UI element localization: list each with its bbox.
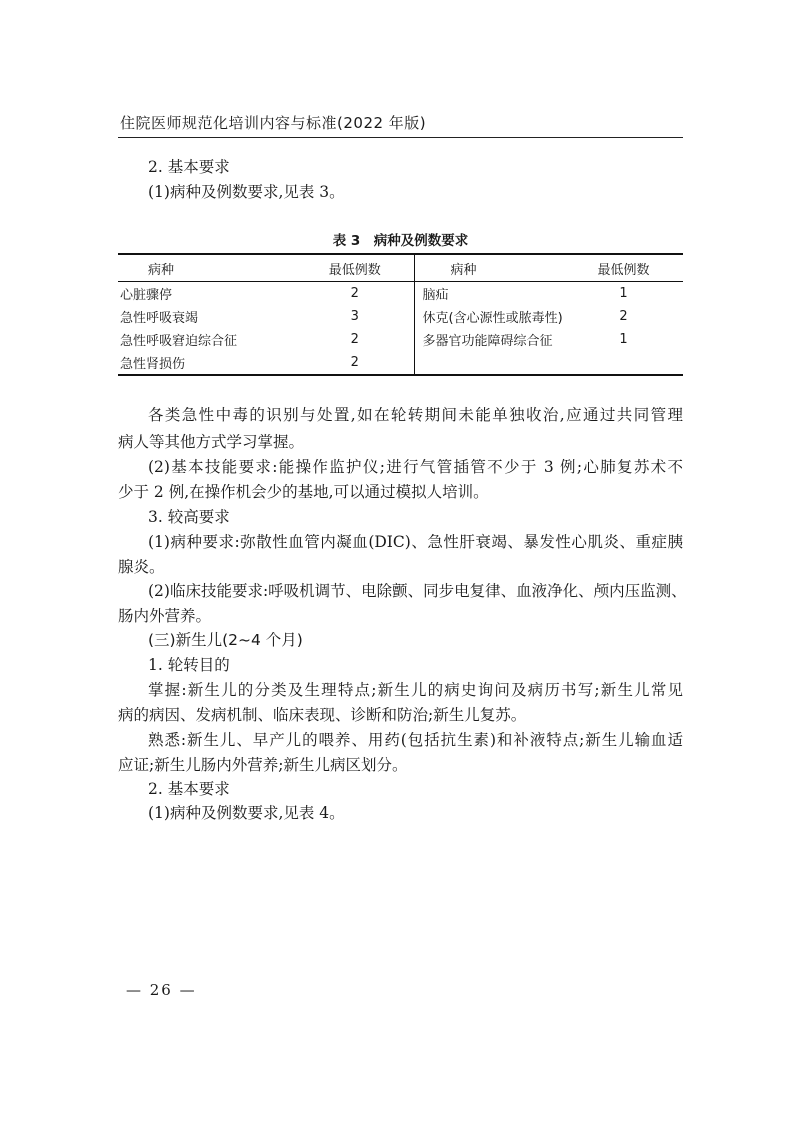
paragraph-master-line2: 病的病因、发病机制、临床表现、诊断和防治;新生儿复苏。 (118, 706, 527, 724)
min-count: 1 (619, 286, 628, 301)
section-heading-advanced: 3. 较高要求 (148, 508, 230, 526)
col-header-min-count: 最低例数 (564, 254, 683, 282)
disease-name: 心脏骤停 (120, 288, 173, 303)
paragraph-skills-line2: 少于 2 例,在操作机会少的基地,可以通过模拟人培训。 (118, 483, 489, 501)
disease-name: 多器官功能障碍综合征 (422, 334, 553, 349)
case-requirement-text-2: (1)病种及例数要求,见表 4。 (148, 804, 345, 822)
table-header-row (118, 254, 683, 282)
section-heading-basic: 2. 基本要求 (148, 158, 230, 176)
paragraph-skills-line1: (2)基本技能要求:能操作监护仪;进行气管插管不少于 3 例;心肺复苏术不 (148, 458, 683, 476)
table-row (118, 282, 683, 306)
min-count: 1 (619, 332, 628, 347)
table-row (118, 351, 683, 375)
table-row (118, 305, 683, 328)
disease-name: 脑疝 (422, 288, 449, 303)
header-rule (118, 137, 683, 138)
table-caption: 表 3 病种及例数要求 (332, 233, 469, 249)
page-number: — 26 — (126, 981, 197, 999)
disease-name: 急性肾损伤 (120, 357, 186, 372)
disease-name: 休克(含心源性或脓毒性) (422, 311, 563, 326)
case-requirement-text: (1)病种及例数要求,见表 3。 (148, 183, 345, 201)
disease-name: 急性呼吸窘迫综合征 (120, 334, 238, 349)
min-count (564, 351, 683, 375)
min-count: 2 (296, 282, 414, 306)
col-header-disease: 病种 (118, 254, 296, 282)
paragraph-advanced-diseases-line2: 腺炎。 (118, 558, 165, 576)
paragraph-familiar-line1: 熟悉:新生儿、早产儿的喂养、用药(包括抗生素)和补液特点;新生儿输血适 (148, 731, 683, 749)
running-header: 住院医师规范化培训内容与标准(2022 年版) (120, 114, 427, 132)
section-heading-basic-2: 2. 基本要求 (148, 780, 230, 798)
paragraph-advanced-skills-line2: 肠内外营养。 (118, 607, 212, 625)
paragraph-poisoning-line2: 病人等其他方式学习掌握。 (118, 433, 305, 451)
table-row (118, 328, 683, 351)
min-count: 2 (296, 328, 414, 351)
col-header-min-count: 最低例数 (296, 254, 414, 282)
section-heading-neonate: (三)新生儿(2~4 个月) (148, 631, 303, 649)
col-header-disease: 病种 (414, 254, 564, 282)
paragraph-master-line1: 掌握:新生儿的分类及生理特点;新生儿的病史询问及病历书写;新生儿常见 (148, 681, 683, 699)
paragraph-familiar-line2: 应证;新生儿肠内外营养;新生儿病区划分。 (118, 756, 408, 774)
disease-name (414, 351, 564, 375)
paragraph-poisoning-line1: 各类急性中毒的识别与处置,如在轮转期间未能单独收治,应通过共同管理 (148, 406, 683, 424)
min-count: 2 (619, 309, 628, 324)
paragraph-advanced-skills-line1: (2)临床技能要求:呼吸机调节、电除颤、同步电复律、血液净化、颅内压监测、 (148, 582, 687, 600)
section-heading-rotation-goal: 1. 轮转目的 (148, 656, 230, 674)
disease-name: 急性呼吸衰竭 (120, 311, 199, 326)
cases-table (118, 253, 683, 376)
min-count: 3 (296, 305, 414, 328)
min-count: 2 (296, 351, 414, 375)
paragraph-advanced-diseases-line1: (1)病种要求:弥散性血管内凝血(DIC)、急性肝衰竭、暴发性心肌炎、重症胰 (148, 533, 683, 551)
